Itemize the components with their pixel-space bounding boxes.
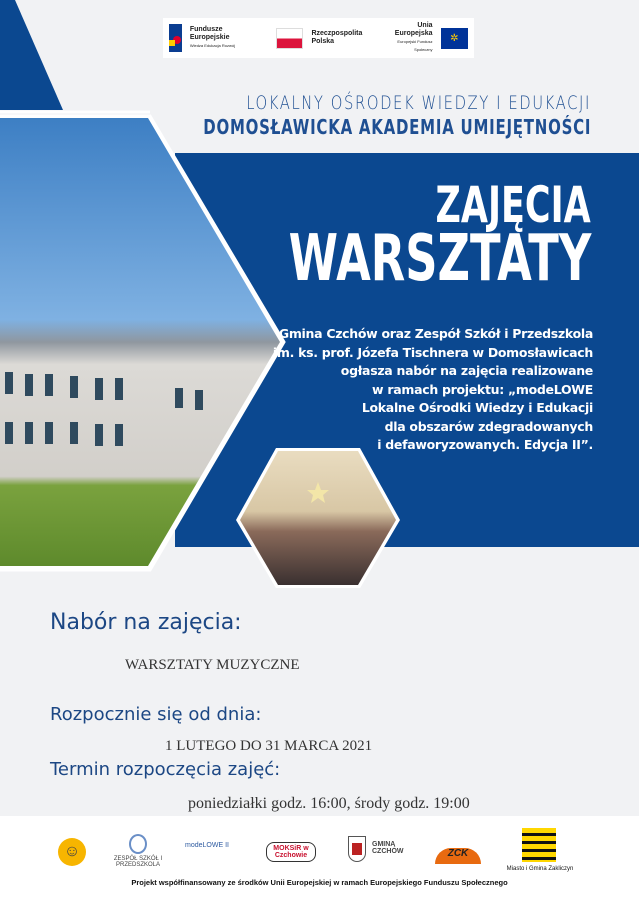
- header-line1: LOKALNY OŚRODEK WIEDZY I EDUKACJI: [246, 92, 591, 114]
- cofinancing-note: Projekt współfinansowany ze środków Unii Europejskiej w ramach Europejskiego Funduszu Społecznego: [131, 878, 508, 887]
- description: Gmina Czchów oraz Zespół Szkół i Przedszkola im. ks. prof. Józefa Tischnera w Domosławicach ogłasza nabór na zajęcia realizowane w ramach projektu: „modeLOWE Lokalne Ośrodki Wiedzy i Edukacji dla obszarów zdegradowanych i defaworyzowanych. Edycja II”.: [272, 326, 593, 452]
- zck-logo: ZCK: [435, 848, 481, 864]
- schedule-label: Termin rozpoczęcia zajęć:: [50, 759, 281, 780]
- recruit-label: Nabór na zajęcia:: [50, 610, 242, 635]
- modelowe-logo: modeLOWE II: [185, 842, 229, 849]
- eu-flag-icon: ✲: [441, 28, 468, 49]
- ue-logo: Unia Europejska Europejski Fundusz Społeczny: [394, 22, 433, 52]
- rp-logo: Rzeczpospolita Polska: [311, 30, 363, 45]
- title-line2: WARSZTATY: [288, 222, 591, 296]
- zakliczyn-crest-icon: [522, 828, 556, 862]
- moksir-logo: MOKSiR w Czchowie: [266, 842, 316, 862]
- fe-logo: Fundusze Europejskie Wiedza Edukacja Rozwój: [189, 26, 235, 48]
- school-photo: [0, 118, 280, 566]
- poland-flag-icon: [276, 28, 304, 49]
- partner-logos: [0, 816, 639, 900]
- recruit-value: WARSZTATY MUZYCZNE: [125, 657, 300, 673]
- czchow-crest-icon: [348, 836, 366, 862]
- start-value: 1 LUTEGO DO 31 MARCA 2021: [165, 738, 373, 754]
- fe-flag-icon: [169, 24, 182, 52]
- title-line1: ZAJĘCIA: [435, 176, 591, 234]
- school-logo: ZESPÓŁ SZKÓŁ I PRZEDSZKOLA: [108, 834, 168, 868]
- gmina-czchow-logo: GMINA CZCHÓW: [372, 841, 404, 855]
- funding-logos-bar: [163, 18, 474, 58]
- header-line2: DOMOSŁAWICKA AKADEMIA UMIEJĘTNOŚCI: [203, 115, 591, 139]
- zakliczyn-logo: Miasto i Gmina Zakliczyn: [506, 866, 574, 872]
- schedule-value: poniedziałki godz. 16:00, środy godz. 19:00: [188, 795, 470, 812]
- start-label: Rozpocznie się od dnia:: [50, 704, 262, 725]
- sun-logo-icon: ☺: [58, 838, 86, 866]
